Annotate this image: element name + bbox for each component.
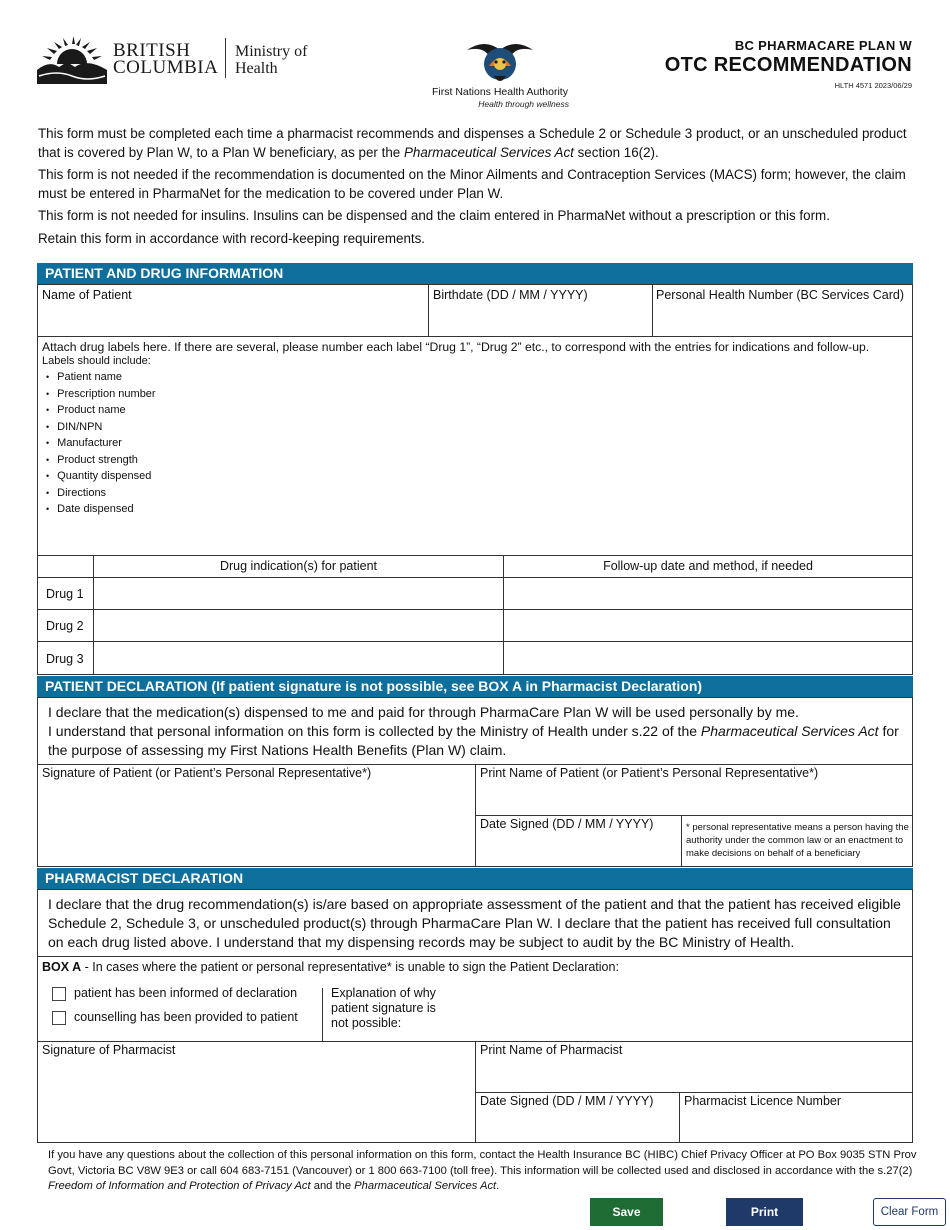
bc-wordmark-line2: COLUMBIA (113, 57, 219, 78)
section-heading-pharmacist-declaration: PHARMACIST DECLARATION (37, 868, 913, 889)
fnha-name: First Nations Health Authority (432, 86, 568, 98)
form-code: HLTH 4571 2023/06/29 (834, 81, 912, 90)
list-item: • Product name (46, 402, 156, 419)
bc-sun-mountain-icon (37, 36, 107, 84)
birthdate-label: Birthdate (DD / MM / YYYY) (433, 288, 588, 302)
list-item: • Date dispensed (46, 501, 156, 518)
drug-3-label: Drug 3 (46, 652, 84, 666)
drug-2-indication-field[interactable] (94, 610, 503, 641)
list-item: • Quantity dispensed (46, 468, 156, 485)
form-subtitle: BC PHARMACARE PLAN W (734, 38, 912, 53)
section-heading-patient-declaration: PATIENT DECLARATION (If patient signature is not possible, see BOX A in Pharmacist Declaration) (37, 676, 913, 697)
drug-1-label: Drug 1 (46, 587, 84, 601)
bc-wordmark-line1: BRITISH (113, 40, 191, 61)
logo-divider (225, 38, 226, 78)
patient-declaration-line2-end: for the purpose of assessing my First Nations Health Benefits (Plan W) claim. (48, 723, 899, 758)
informed-declaration-label: patient has been informed of declaration (74, 986, 298, 1000)
bc-government-logo (37, 36, 317, 86)
phn-label: Personal Health Number (BC Services Card) (656, 288, 905, 302)
patient-declaration-line2 (48, 722, 908, 760)
patient-signature-label: Signature of Patient (or Patient’s Personal Representative*) (42, 766, 372, 780)
explanation-field[interactable] (460, 976, 912, 1040)
pharmacist-date-signed-label: Date Signed (DD / MM / YYYY) (480, 1094, 654, 1108)
patient-print-name-field[interactable] (476, 783, 912, 814)
patient-print-name-label: Print Name of Patient (or Patient’s Personal Representative*) (480, 766, 819, 780)
divider (475, 1092, 913, 1093)
intro-paragraph-2: This form is not needed if the recommendation is documented on the Minor Ailments and Contraception Services (MACS) form; however, the claim must be entered in PharmaNet for the medication to be covered under Plan W. (38, 167, 906, 201)
ministry-name (235, 43, 307, 77)
patient-declaration-line2-italic: Pharmaceutical Services Act (700, 723, 879, 739)
divider (37, 956, 913, 957)
list-item: • Patient name (46, 369, 156, 386)
drug-1-indication-field[interactable] (94, 578, 503, 609)
intro-p1-italic: Pharmaceutical Services Act (403, 144, 574, 160)
fnha-logo (425, 36, 575, 114)
pharmacist-signature-field[interactable] (38, 1060, 474, 1142)
divider (475, 815, 913, 816)
print-button[interactable]: Print (726, 1198, 803, 1226)
bc-wordmark (113, 42, 218, 76)
drug-3-followup-field[interactable] (504, 642, 912, 674)
pharmacist-print-name-field[interactable] (476, 1060, 912, 1091)
counselling-provided-label: counselling has been provided to patient (74, 1010, 298, 1024)
birthdate-field[interactable] (429, 305, 651, 335)
patient-name-field[interactable] (38, 305, 427, 335)
drug-2-label: Drug 2 (46, 619, 84, 633)
foippa-act-name: Freedom of Information and Protection of Privacy Act (48, 1180, 311, 1192)
ministry-line2: Health (235, 60, 278, 77)
intro-p1-end: section 16(2). (573, 144, 659, 160)
pharmaceutical-act-name: Pharmaceutical Services Act (354, 1180, 497, 1192)
patient-declaration-line2-text: I understand that personal information on this form is collected by the Ministry of Health under s.22 of the (48, 723, 701, 739)
divider (322, 988, 323, 1041)
section-heading-patient-drug: PATIENT AND DRUG INFORMATION (37, 263, 913, 284)
indication-column-header: Drug indication(s) for patient (219, 559, 378, 573)
divider (681, 815, 682, 867)
followup-column-header: Follow-up date and method, if needed (603, 559, 813, 573)
attach-labels-instruction: Attach drug labels here. If there are several, please number each label “Drug 1”, “Drug 2” etc., to correspond with the entries for indications and follow-up. (42, 340, 870, 354)
personal-representative-note: * personal representative means a person having the authority under the common law or an enactment to make decisions on behalf of a beneficiary (686, 822, 909, 859)
drug-1-followup-field[interactable] (504, 578, 912, 609)
form-header (0, 0, 950, 120)
pharmacist-date-signed-field[interactable] (476, 1111, 678, 1142)
divider (37, 555, 913, 556)
drug-3-indication-field[interactable] (94, 642, 503, 674)
explanation-label: Explanation of why patient signature is not possible: (331, 986, 436, 1030)
privacy-notice-text: If you have any questions about the collection of this personal information on this form, contact the Health Insurance BC (HIBC) Chief Privacy Officer at PO Box 9035 STN Prov Govt, Victoria BC V8W 9E3 or call 604 683-7151 (Vancouver) or 1 800 663-7100 (toll free). This information will be collected used and disclosed in accordance with the s.27(2) (48, 1149, 917, 1177)
intro-text (38, 125, 918, 252)
patient-declaration-line1: I declare that the medication(s) dispensed to me and paid for through PharmaCare Plan W will be used personally by me. (48, 704, 799, 720)
list-item: • Prescription number (46, 386, 156, 403)
clear-form-button[interactable]: Clear Form (873, 1198, 946, 1226)
divider (37, 336, 913, 337)
list-item: • DIN/NPN (46, 419, 156, 436)
patient-date-signed-field[interactable] (476, 834, 680, 866)
labels-include-heading: Labels should include: (42, 355, 151, 367)
fnha-tagline: Health through wellness (478, 99, 569, 109)
patient-date-signed-label: Date Signed (DD / MM / YYYY) (480, 817, 654, 831)
intro-paragraph-1 (38, 125, 918, 162)
phn-field[interactable] (653, 305, 912, 335)
pharmacist-licence-field[interactable] (680, 1111, 912, 1142)
form-title-block (665, 38, 912, 90)
ministry-line1: Ministry of (235, 43, 308, 60)
pharmacist-declaration-text: I declare that the drug recommendation(s) is/are based on appropriate assessment of the patient and that the patient has received eligible Schedule 2, Schedule 3, or unscheduled product(s) through PharmaCare Plan W. I declare that the patient has received full consultation on each drug listed above. I understand that my dispensing records may be subject to audit by the BC Ministry of Health. (48, 896, 901, 950)
pharmacist-print-name-label: Print Name of Pharmacist (480, 1043, 623, 1057)
patient-name-label: Name of Patient (42, 288, 132, 302)
list-item: • Product strength (46, 452, 156, 469)
drug-2-followup-field[interactable] (504, 610, 912, 641)
list-item: • Directions (46, 485, 156, 502)
intro-paragraph-4: Retain this form in accordance with record-keeping requirements. (38, 230, 426, 246)
box-a-instruction (42, 960, 619, 974)
privacy-notice (48, 1148, 918, 1195)
box-a-title: BOX A (42, 960, 82, 974)
box-a-text: - In cases where the patient or personal representative* is unable to sign the Patient Declaration: (81, 960, 619, 974)
counselling-provided-checkbox[interactable] (52, 1011, 66, 1025)
fnha-emblem-icon (465, 36, 535, 86)
list-item: • Manufacturer (46, 435, 156, 452)
pharmacist-licence-label: Pharmacist Licence Number (684, 1094, 842, 1108)
patient-declaration-text (48, 703, 908, 760)
label-requirements-list (46, 369, 156, 518)
save-button[interactable]: Save (590, 1198, 663, 1226)
patient-signature-field[interactable] (38, 783, 474, 866)
intro-p1-text: This form must be completed each time a pharmacist recommends and dispenses a Schedule 2 or Schedule 3 product, or an unscheduled product that is covered by Plan W, to a Plan W beneficiary, as per the (38, 126, 907, 160)
privacy-notice-and: and the (310, 1180, 355, 1192)
informed-declaration-checkbox[interactable] (52, 987, 66, 1001)
form-title: OTC RECOMMENDATION (664, 54, 912, 76)
privacy-notice-end: . (496, 1180, 500, 1192)
pharmacist-signature-label: Signature of Pharmacist (42, 1043, 176, 1057)
intro-paragraph-3: This form is not needed for insulins. Insulins can be dispensed and the claim entered in PharmaNet without a prescription or this form. (38, 208, 830, 223)
